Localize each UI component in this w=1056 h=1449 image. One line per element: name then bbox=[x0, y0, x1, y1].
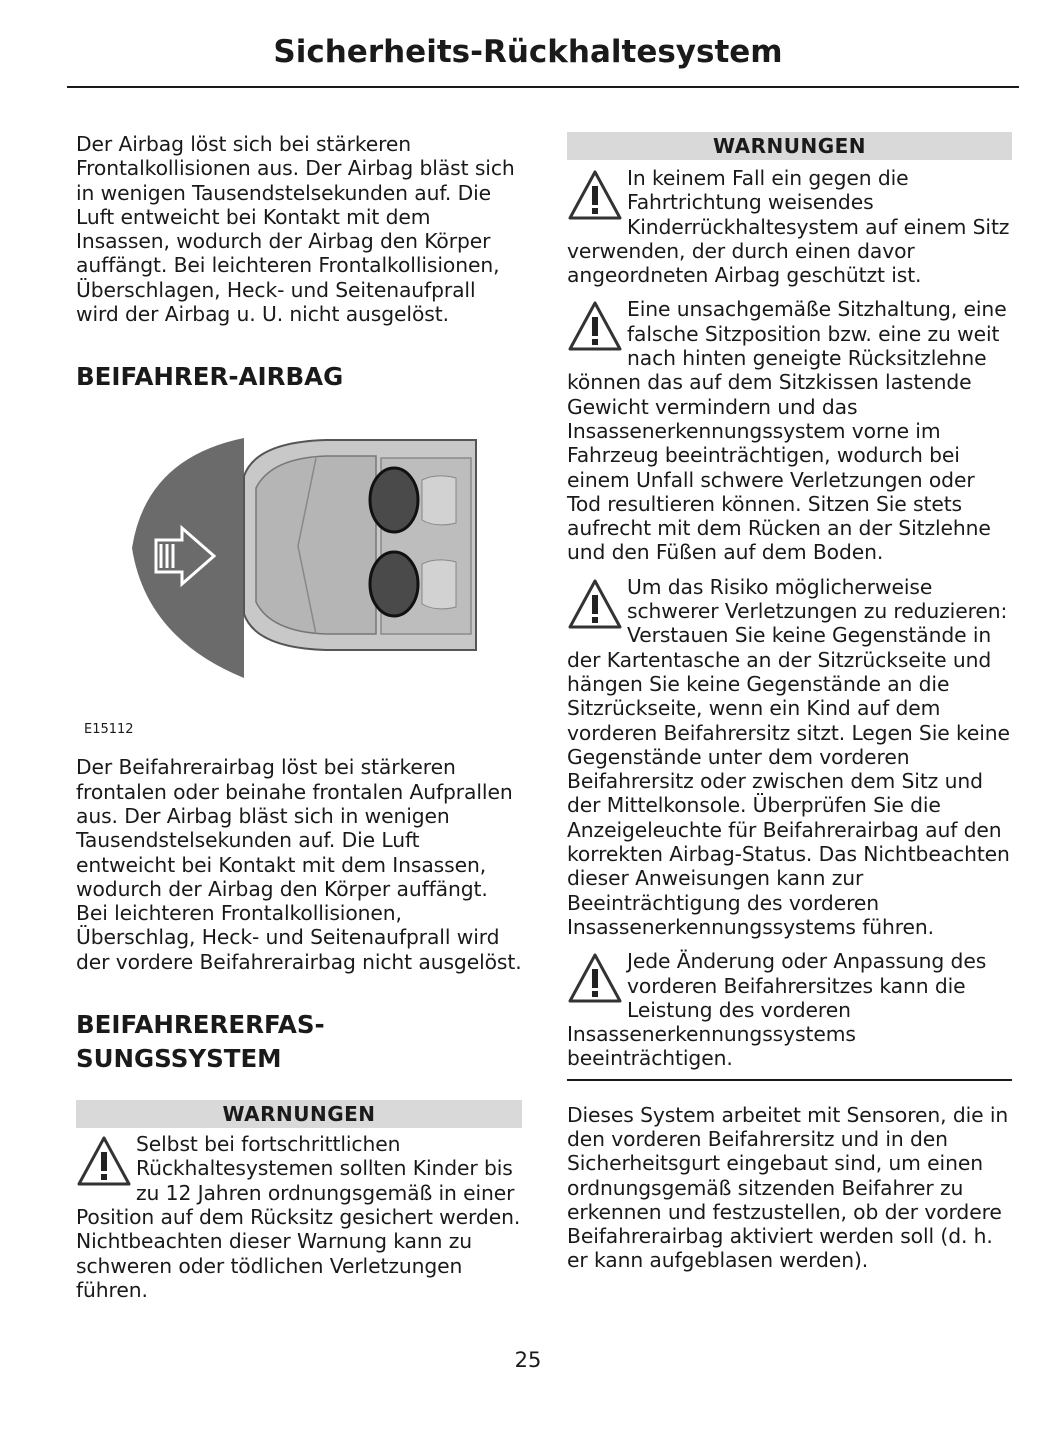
warning-icon bbox=[567, 168, 623, 222]
intro-paragraph: Der Airbag löst sich bei stärkeren Frontalkollisionen aus. Der Airbag bläst sich in wenigen Tausendstelsekunden auf. Die Luft entweicht bei Kontakt mit dem Insassen, wodurch der Airbag den Körper auffängt. Bei leichteren Frontalkollisionen, Überschlagen, Heck- und Seitenaufprall wird der Airbag u. U. nicht ausgelöst. bbox=[76, 132, 515, 327]
passenger-airbag-paragraph: Der Beifahrerairbag löst bei stärkeren frontalen oder beinahe frontalen Aufprallen aus. Der Airbag bläst sich in wenigen Tausendstelsekunden auf. Die Luft entweicht bei Kontakt mit dem Insassen, wodurch der Airbag den Körper auffängt. Bei leichteren Frontalkollisionen, Überschlag, Heck- und Seitenaufprall wird der vordere Beifahrerairbag nicht ausgelöst. bbox=[76, 755, 522, 974]
left-column bbox=[76, 132, 522, 1302]
warnings-header: WARNUNGEN bbox=[76, 1100, 522, 1128]
section-heading-detection-line2: SUNGSSYSTEM bbox=[76, 1044, 282, 1074]
page-title: Sicherheits-Rückhaltesystem bbox=[273, 34, 783, 70]
warnings-header: WARNUNGEN bbox=[567, 132, 1012, 160]
figure-code: E15112 bbox=[84, 722, 134, 738]
warning-text: Eine unsachgemäße Sitzhaltung, eine falsche Sitzposition bzw. eine zu weit nach hinten geneigte Rücksitzlehne können das auf dem Sitzkissen lastende Gewicht vermindern und das Insassenerkennungssystem vorne im Fahrzeug beeinträchtigen, wodurch bei einem Unfall schwere Verletzungen oder Tod resultieren können. Sitzen Sie stets aufrecht mit dem Rücken an der Sitzlehne und den Füßen auf dem Boden. bbox=[567, 297, 1007, 565]
warning-text: In keinem Fall ein gegen die Fahrtrichtung weisendes Kinderrückhaltesystem auf einem Sitz verwenden, der durch einen davor angeordneten Airbag geschützt ist. bbox=[567, 166, 1010, 288]
page-number: 25 bbox=[514, 1348, 542, 1372]
passenger-airbag bbox=[370, 552, 418, 616]
warning-icon bbox=[567, 951, 623, 1005]
section-heading-passenger-airbag: BEIFAHRER-AIRBAG bbox=[76, 362, 344, 392]
warning-item bbox=[567, 166, 1012, 287]
warning-item bbox=[567, 575, 1012, 939]
section-heading-detection-line1: BEIFAHRERERFAS- bbox=[76, 1010, 325, 1040]
driver-airbag bbox=[370, 468, 418, 532]
warning-item bbox=[567, 297, 1012, 564]
airbag-illustration bbox=[76, 428, 522, 718]
warning-item bbox=[76, 1132, 522, 1302]
warning-item bbox=[567, 949, 1012, 1070]
header-divider bbox=[67, 86, 1019, 88]
right-column bbox=[567, 132, 1012, 1273]
warning-text: Selbst bei fortschrittlichen Rückhaltesystemen sollten Kinder bis zu 12 Jahren ordnungsgemäß in einer Position auf dem Rücksitz gesichert werden. Nichtbeachten dieser Warnung kann zu schweren oder tödlichen Verletzungen führen. bbox=[76, 1132, 521, 1302]
detection-system-paragraph: Dieses System arbeitet mit Sensoren, die in den vorderen Beifahrersitz und in den Sicherheitsgurt eingebaut sind, um einen ordnungsgemäß sitzenden Beifahrer zu erkennen und festzustellen, ob der vordere Beifahrerairbag aktiviert werden soll (d. h. er kann aufgeblasen werden). bbox=[567, 1102, 1009, 1273]
warning-icon bbox=[567, 577, 623, 631]
warning-text: Um das Risiko möglicherweise schwerer Verletzungen zu reduzieren: Verstauen Sie keine Gegenstände in der Kartentasche an der Sitzrückseite und hängen Sie keine Gegenstände an die Sitzrückseite, wenn ein Kind auf dem vorderen Beifahrersitz sitzt. Legen Sie keine Gegenstände unter dem vorderen Beifahrersitz oder zwischen dem Sitz und der Mittelkonsole. Überprüfen Sie die Anzeigeleuchte für Beifahrerairbag auf den korrekten Airbag-Status. Das Nichtbeachten dieser Anweisungen kann zur Beeinträchtigung des vorderen Insassenerkennungssystems führen. bbox=[567, 574, 1010, 939]
airbag-deployment-zone bbox=[132, 438, 244, 678]
warning-text: Jede Änderung oder Anpassung des vorderen Beifahrersitzes kann die Leistung des vorderen Insassenerkennungssystems beeinträchtigen. bbox=[567, 949, 987, 1071]
warning-icon bbox=[567, 299, 623, 353]
warning-icon bbox=[76, 1134, 132, 1188]
car-top-view bbox=[244, 440, 476, 650]
